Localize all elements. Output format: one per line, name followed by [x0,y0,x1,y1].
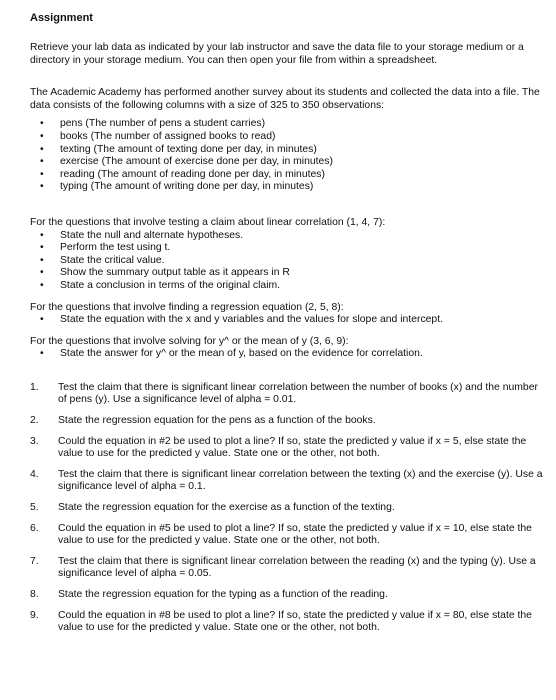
question-number: 4. [30,468,39,480]
question-item [30,382,544,407]
list-item: • Perform the test using t. [30,242,544,255]
intro-paragraph: Retrieve your lab data as indicated by your lab instructor and save the data file to your storage medium or a directory in your storage medium. You can then open your file from within a spreadsheet. [30,42,524,66]
list-item: • exercise (The amount of exercise done per day, in minutes) [30,156,544,169]
list-item: • texting (The amount of texting done per day, in minutes) [30,144,544,157]
question-item [30,610,544,635]
question-item [30,469,544,494]
question-number: 2. [30,415,39,427]
prediction-intro: For the questions that involve solving for y^ or the mean of y (3, 6, 9): [30,335,349,347]
question-item [30,502,544,515]
data-columns-list [30,118,544,194]
question-item [30,589,544,602]
question-text: Could the equation in #2 be used to plot a line? If so, state the predicted y value if x = 5, else state the value to use for the predicted y value. State one or the other, not both. [58,435,527,460]
question-text: Could the equation in #5 be used to plot a line? If so, state the predicted y value if x = 10, else state the value to use for the predicted y value. State one or the other, not both. [58,522,532,547]
page-title: Assignment [30,12,93,24]
question-number: 5. [30,502,39,514]
question-text: Test the claim that there is significant linear correlation between the texting (x) and the exercise (y). Use a significance level of alpha = 0.1. [58,468,543,493]
regression-instructions [30,302,544,327]
list-item: • State the null and alternate hypotheses. [30,230,544,243]
question-text: State the regression equation for the pens as a function of the books. [58,415,376,427]
list-item: • State a conclusion in terms of the original claim. [30,280,544,293]
question-text: State the regression equation for the typing as a function of the reading. [58,589,388,600]
list-item: • reading (The amount of reading done per day, in minutes) [30,169,544,182]
question-number: 3. [30,435,39,447]
prediction-steps-list [30,348,544,361]
correlation-intro: For the questions that involve testing a claim about linear correlation (1, 4, 7): [30,216,386,228]
questions-list [30,382,544,635]
question-text: State the regression equation for the exercise as a function of the texting. [58,502,395,514]
question-item [30,415,544,428]
question-item [30,436,544,461]
prediction-instructions [30,336,544,361]
list-item: • typing (The amount of writing done per day, in minutes) [30,181,544,194]
list-item: • Show the summary output table as it appears in R [30,267,544,280]
list-item: • books (The number of assigned books to read) [30,131,544,144]
correlation-instructions [30,217,544,293]
regression-intro: For the questions that involve finding a regression equation (2, 5, 8): [30,301,344,313]
question-number: 6. [30,522,39,534]
question-text: Test the claim that there is significant linear correlation between the number of books (x) and the number of pens (y). Use a significance level of alpha = 0.01. [58,381,538,406]
list-item: • pens (The number of pens a student carries) [30,118,544,131]
survey-paragraph: The Academic Academy has performed another survey about its students and collected the data into a file. The data consists of the following columns with a size of 325 to 350 observations: [30,87,540,111]
correlation-steps-list [30,230,544,293]
list-item: • State the answer for y^ or the mean of y, based on the evidence for correlation. [30,348,544,361]
question-text: Test the claim that there is significant linear correlation between the reading (x) and the typing (y). Use a significance level of alpha = 0.05. [58,555,536,580]
question-number: 9. [30,609,39,621]
list-item: • State the equation with the x and y variables and the values for slope and intercept. [30,314,544,327]
question-number: 8. [30,589,39,600]
question-item [30,556,544,581]
question-text: Could the equation in #8 be used to plot a line? If so, state the predicted y value if x = 80, else state the value to use for the predicted y value. State one or the other, not both. [58,609,532,634]
regression-steps-list [30,314,544,327]
question-number: 7. [30,555,39,567]
question-item [30,523,544,548]
question-number: 1. [30,381,39,393]
list-item: • State the critical value. [30,255,544,268]
